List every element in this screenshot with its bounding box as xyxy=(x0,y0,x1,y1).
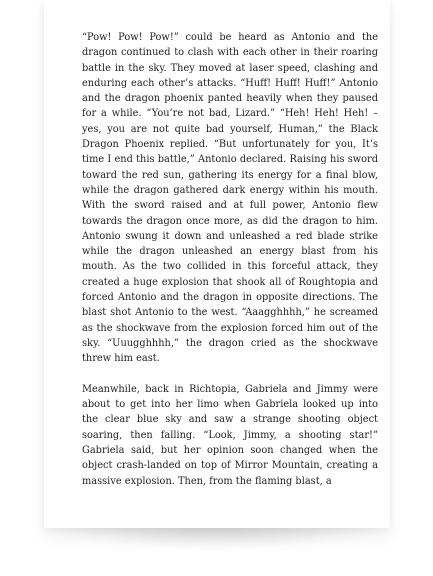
paragraph-richtopia: Meanwhile, back in Richtopia, Gabriela and Jimmy were about to get into her limo when Gabriela looked up into the clear blue sky and saw a strange shooting object soaring, then falling. “Look, Jimmy, a shooting star!” Gabriela said, but her opinion soon changed when the object crash-landed on top of Mirror Mountain, creating a massive explosion. Then, from the flaming blast, a xyxy=(82,383,378,487)
document-page xyxy=(44,0,390,528)
page-text-body xyxy=(82,30,378,489)
paragraph-battle: “Pow! Pow! Pow!” could be heard as Antonio and the dragon continued to clash with each other in their roaring battle in the sky. They moved at laser speed, clashing and enduring each other’s attacks. “Huff! Huff! Huff!” Antonio and the dragon phoenix panted heavily when they paused for a while. “You’re not bad, Lizard.” “Heh! Heh! Heh! – yes, you are not quite bad yourself, Human,” the Black Dragon Phoenix replied. “But unfortunately for you, It’s time I end this battle,” Antonio declared. Raising his sword toward the red sun, gathering its energy for a final blow, while the dragon gathered dark energy within his mouth. With the sword raised and at full power, Antonio flew towards the dragon once more, as did the dragon to him. Antonio swung it down and unleashed a red blade strike while the dragon unleashed an energy blast from his mouth. As the two collided in this forceful attack, they created a huge explosion that shook all of Roughtopia and forced Antonio and the dragon in opposite directions. The blast shot Antonio to the west. “Aaagghhhh,” he screamed as the shockwave from the explosion forced him out of the sky. “Uuugghhhh,” the dragon cried as the shockwave threw him east. xyxy=(82,32,378,365)
